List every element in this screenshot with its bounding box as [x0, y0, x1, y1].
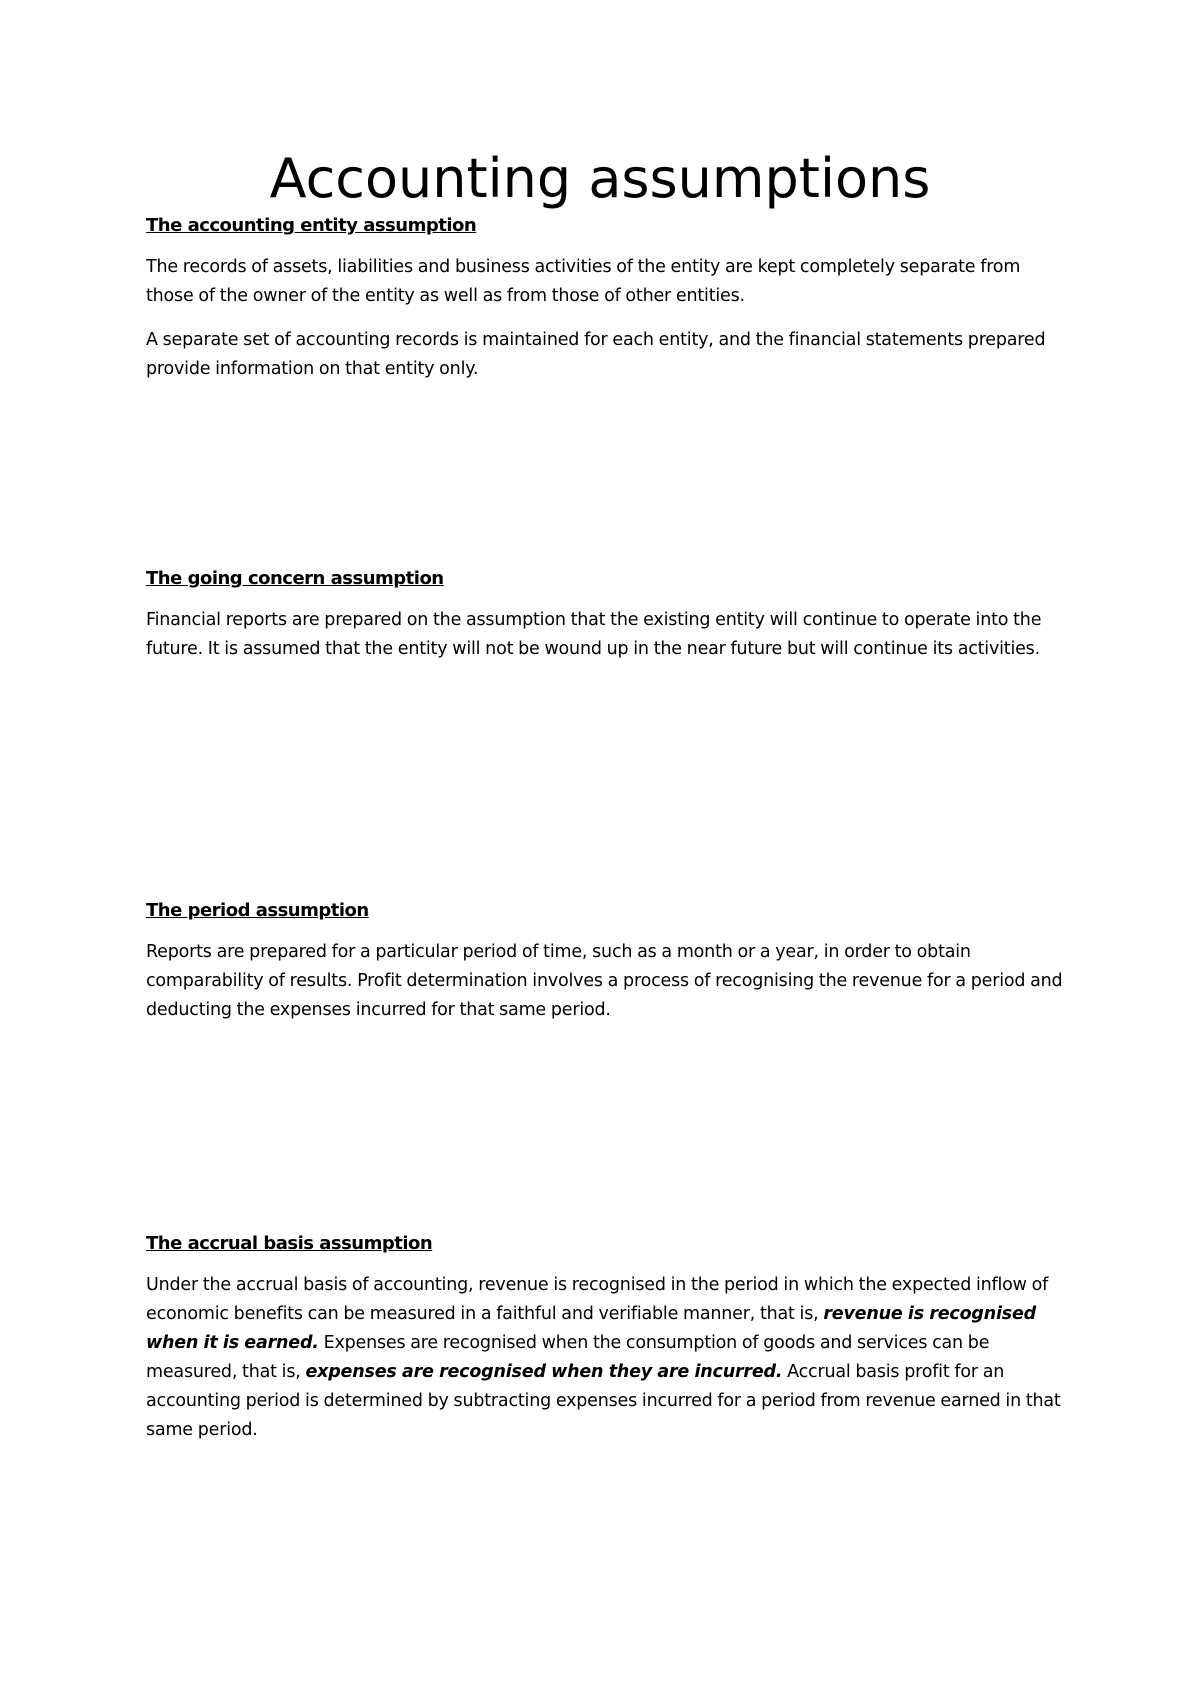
section-going-concern: [146, 566, 1071, 664]
paragraph: Financial reports are prepared on the assumption that the existing entity will continue to operate into the future. It is assumed that the entity will not be wound up in the near future but will continue its activities.: [146, 610, 1042, 659]
section-accrual-basis: [146, 1231, 1071, 1445]
page-title: Accounting assumptions: [269, 147, 931, 210]
section-heading: The accounting entity assumption: [146, 215, 477, 236]
section-heading: The period assumption: [146, 900, 369, 921]
section-heading: The going concern assumption: [146, 568, 444, 589]
paragraph: A separate set of accounting records is maintained for each entity, and the financial statements prepared provide information on that entity only.: [146, 330, 1046, 379]
text-run: Accrual basis profit for an accounting period is determined by subtracting expenses incurred for a period from revenue earned in that same period.: [146, 1362, 1061, 1440]
paragraph: [146, 1271, 1071, 1445]
emphasis-revenue: revenue is recognised when it is earned.: [146, 1304, 1037, 1353]
section-period: [146, 898, 1071, 1025]
paragraph: Reports are prepared for a particular period of time, such as a month or a year, in order to obtain comparability of results. Profit determination involves a process of recognising the revenue for a period and deducting the expenses incurred for that same period.: [146, 942, 1063, 1020]
paragraph: The records of assets, liabilities and business activities of the entity are kept completely separate from those of the owner of the entity as well as from those of other entities.: [146, 257, 1021, 306]
section-accounting-entity: [146, 213, 1071, 384]
emphasis-expenses: expenses are recognised when they are incurred.: [305, 1362, 783, 1382]
text-run: Under the accrual basis of accounting, revenue is recognised in the period in which the expected inflow of economic benefits can be measured in a faithful and verifiable manner, that is,: [146, 1275, 1049, 1324]
text-run: Expenses are recognised when the consumption of goods and services can be measured, that is,: [146, 1333, 990, 1382]
section-heading: The accrual basis assumption: [146, 1233, 433, 1254]
